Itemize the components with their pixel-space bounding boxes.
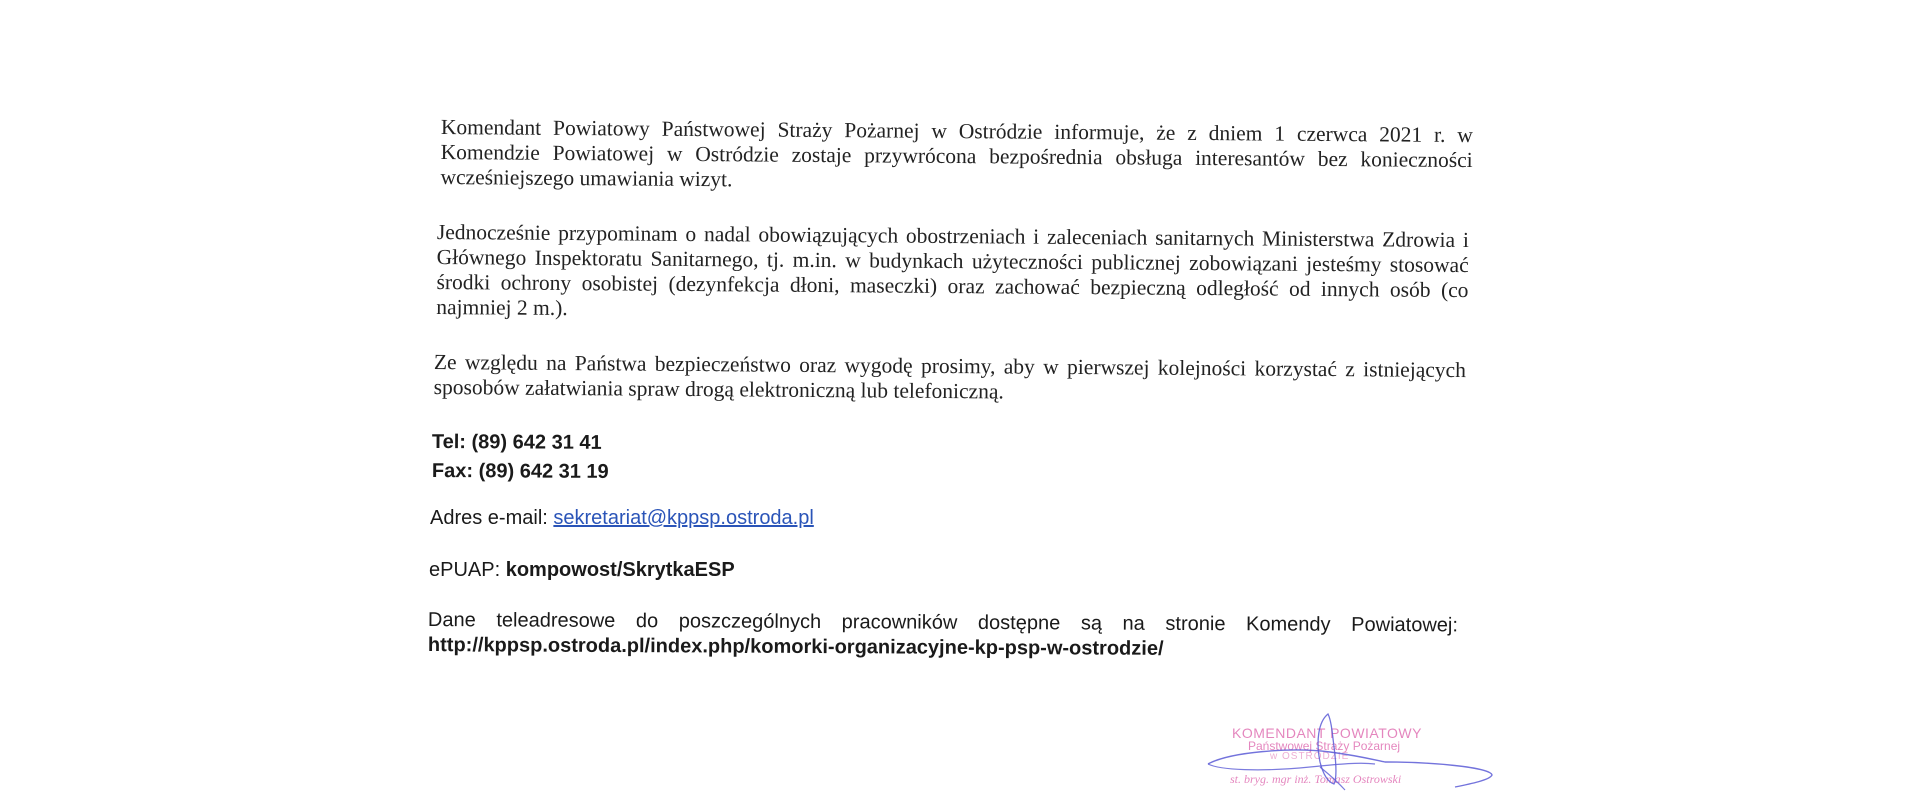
official-stamp xyxy=(1200,712,1500,802)
paragraph-text: Jednocześnie przypominam o nadal obowiązujących obostrzeniach i zaleceniach sanitarnych Ministerstwa Zdrowia i Głównego Inspektoratu Sanitarnego, tj. m.in. w budynkach użyteczności publicznej zobowiązani jesteśmy stosować środki ochrony osobistej (dezynfekcja dłoni, maseczki) oraz zachować bezpieczną odległość od innych osób (co najmniej 2 m.). xyxy=(436,220,1469,321)
epuap-address: kompowost/SkrytkaESP xyxy=(505,559,735,581)
stamp-city: w OSTRÓDZIE xyxy=(1270,751,1350,762)
paragraph-electronic-contact xyxy=(434,350,1466,408)
epuap-line xyxy=(429,559,735,582)
email-link[interactable]: sekretariat@kppsp.ostroda.pl xyxy=(553,507,814,529)
paragraph-announcement xyxy=(440,115,1473,198)
fax-number: Fax: (89) 642 31 19 xyxy=(431,459,609,483)
contact-phones xyxy=(432,428,609,486)
email-label: Adres e-mail: xyxy=(430,507,554,529)
phone-number: Tel: (89) 642 31 41 xyxy=(431,430,602,454)
paragraph-text: Ze względu na Państwa bezpieczeństwo oraz wygodę prosimy, aby w pierwszej kolejności korzystać z istniejących sposobów załatwiania spraw drogą elektroniczną lub telefoniczną. xyxy=(433,350,1466,404)
paragraph-sanitary-reminder xyxy=(436,220,1469,328)
email-line xyxy=(430,507,814,530)
staff-info-text: Dane teleadresowe do poszczególnych pracowników dostępne są na stronie Komendy Powiatowej: xyxy=(427,609,1458,637)
stamp-subtitle: Państwowej Straży Pożarnej xyxy=(1248,739,1401,753)
paragraph-text: Komendant Powiatowy Państwowej Straży Pożarnej w Ostródzie informuje, że z dniem 1 czerwca 2021 r. w Komendzie Powiatowej w Ostródzie zostaje przywrócona bezpośrednia obsługa interesantów bez konieczności wcześniejszego umawiania wizyt. xyxy=(440,115,1473,192)
epuap-label: ePUAP: xyxy=(429,559,506,581)
stamp-name: st. bryg. mgr inż. Tomasz Ostrowski xyxy=(1230,772,1402,786)
staff-info-url[interactable]: http://kppsp.ostroda.pl/index.php/komorki-organizacyjne-kp-psp-w-ostrodzie/ xyxy=(427,634,1164,660)
stamp-title: KOMENDANT POWIATOWY xyxy=(1232,725,1422,741)
